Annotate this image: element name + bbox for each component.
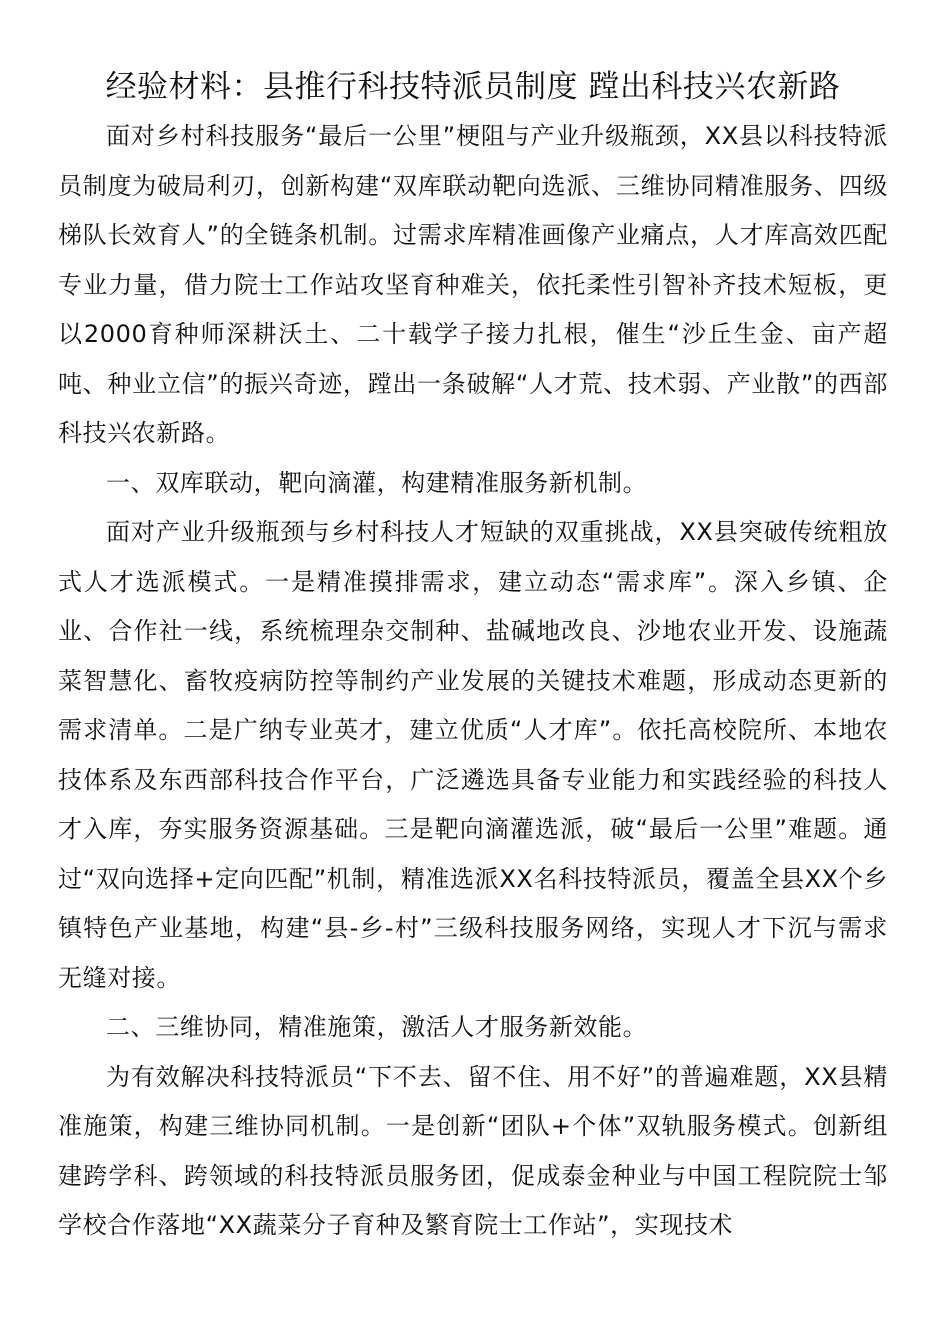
section-body-2: 为有效解决科技特派员“下不去、留不住、用不好”的普遍难题，XX县精准施策，构建三维协同机制。一是创新“团队+个体”双轨服务模式。创新组建跨学科、跨领域的科技特派员服务团，促成泰金种业与中国工程院院士邹学校合作落地“XX蔬菜分子育种及繁育院士工作站”，实现技术 xyxy=(58,1062,888,1239)
section-heading-1: 一、双库联动，靶向滴灌，构建精准服务新机制。 xyxy=(106,468,648,497)
section-heading-2: 二、三维协同，精准施策，激活人才服务新效能。 xyxy=(106,1013,648,1041)
intro-paragraph: 面对乡村科技服务“最后一公里”梗阻与产业升级瓶颈，XX县以科技特派员制度为破局利刃，创新构建“双库联动靶向选派、三维协同精准服务、四级梯队长效育人”的全链条机制。过需求库精准画像产业痛点，人才库高效匹配专业力量，借力院士工作站攻坚育种难关，依托柔性引智补齐技术短板，更以2000育种师深耕沃土、二十载学子接力扎根，催生“沙丘生金、亩产超吨、种业立信”的振兴奇迹，蹚出一条破解“人才荒、技术弱、产业散”的西部科技兴农新路。 xyxy=(58,122,888,447)
document-title: 经验材料：县推行科技特派员制度 蹚出科技兴农新路 xyxy=(105,69,841,105)
document-page xyxy=(58,62,888,1251)
section-body-1: 面对产业升级瓶颈与乡村科技人才短缺的双重挑战，XX县突破传统粗放式人才选派模式。一是精准摸排需求，建立动态“需求库”。深入乡镇、企业、合作社一线，系统梳理杂交制种、盐碱地改良、沙地农业开发、设施蔬菜智慧化、畜牧疫病防控等制约产业发展的关键技术难题，形成动态更新的需求清单。二是广纳专业英才，建立优质“人才库”。依托高校院所、本地农技体系及东西部科技合作平台，广泛遴选具备专业能力和实践经验的科技人才入库，夯实服务资源基础。三是靶向滴灌选派，破“最后一公里”难题。通过“双向选择+定向匹配”机制，精准选派XX名科技特派员，覆盖全县XX个乡镇特色产业基地，构建“县-乡-村”三级科技服务网络，实现人才下沉与需求无缝对接。 xyxy=(58,518,888,992)
